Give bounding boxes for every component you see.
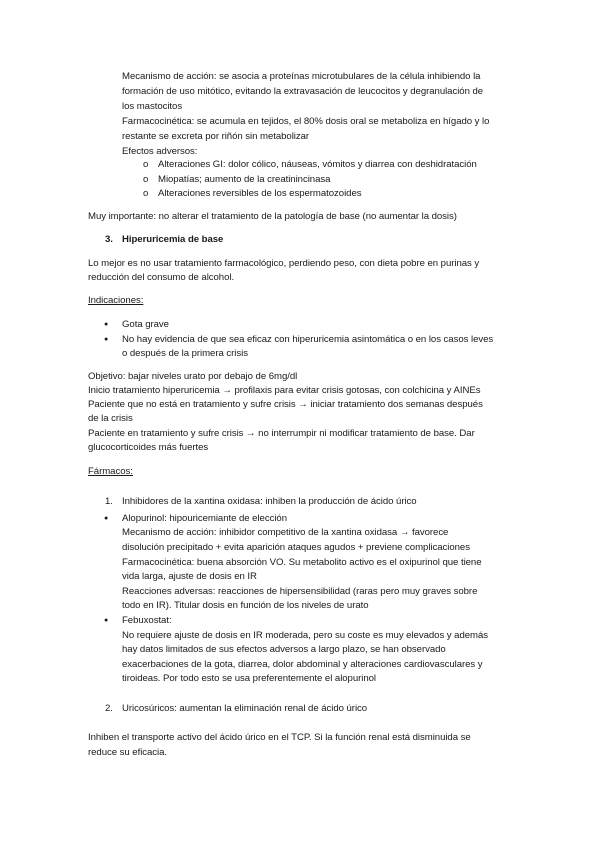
mecanismo-line-3: los mastocitos [122, 101, 183, 112]
febuxostat-line-1: No requiere ajuste de dosis en IR moderada, pero su coste es muy elevados y además [122, 630, 488, 641]
alopurinol-line-5: Reacciones adversas: reacciones de hipersensibilidad (raras pero muy graves sobre [122, 586, 478, 597]
farmacocinetica-line-1: Farmacocinética: se acumula en tejidos, el 80% dosis oral se metaboliza en hígado y lo [122, 116, 490, 127]
indicacion-item-2-line-2: o después de la primera crisis [122, 348, 248, 359]
objetivo-line-5: Paciente en tratamiento y sufre crisis → no interrumpir ni modificar tratamiento de base. Dar [88, 428, 475, 439]
dot-bullet-icon: ● [104, 617, 109, 624]
objetivo-line-6: glucocorticoides más fuertes [88, 442, 209, 453]
mecanismo-line-1: Mecanismo de acción: se asocia a proteínas microtubulares de la célula inhibiendo la [122, 71, 481, 82]
objetivo-line-4: de la crisis [88, 413, 133, 424]
febuxostat-head: Febuxostat: [122, 615, 172, 626]
intro-line-1: Lo mejor es no usar tratamiento farmacológico, perdiendo peso, con dieta pobre en purinas y [88, 258, 480, 269]
alopurinol-line-6: todo en IR). Titular dosis en función de los niveles de urato [122, 600, 369, 611]
indicacion-item-2-line-1: No hay evidencia de que sea eficaz con hiperuricemia asintomática o en los casos leves [122, 334, 494, 345]
circle-bullet-icon: o [143, 159, 149, 170]
objetivo-line-2: Inicio tratamiento hiperuricemia → profilaxis para evitar crisis gotosas, con colchicina y AINEs [88, 385, 481, 396]
dot-bullet-icon: ● [104, 321, 109, 328]
circle-bullet-icon: o [143, 188, 149, 199]
final-line-2: reduce su eficacia. [88, 747, 168, 758]
alopurinol-line-3: Farmacocinética: buena absorción VO. Su metabolito activo es el oxipurinol que tiene [122, 557, 482, 568]
section-title: Hiperuricemia de base [122, 234, 224, 245]
mecanismo-line-2: formación de uso mitótico, evitando la extravasación de leucocitos y degranulación de [122, 86, 484, 97]
circle-bullet-icon: o [143, 174, 149, 185]
farmaco-item-1-number: 1. [105, 496, 113, 507]
indicaciones-title: Indicaciones: [88, 295, 144, 306]
importante-note: Muy importante: no alterar el tratamiento de la patología de base (no aumentar la dosis) [88, 211, 457, 222]
dot-bullet-icon: ● [104, 336, 109, 343]
dot-bullet-icon: ● [104, 515, 109, 522]
alopurinol-head: Alopurinol: hipouricemiante de elección [122, 513, 287, 524]
efecto-item-1: Alteraciones GI: dolor cólico, náuseas, vómitos y diarrea con deshidratación [158, 159, 477, 170]
farmacos-title: Fármacos: [88, 466, 133, 477]
alopurinol-line-1: Mecanismo de acción: inhibidor competitivo de la xantina oxidasa → favorece [122, 527, 449, 538]
febuxostat-line-3: exacerbaciones de la gota, diarrea, dolor abdominal y alteraciones cardiovasculares y [122, 659, 483, 670]
farmaco-item-2-number: 2. [105, 703, 113, 714]
efecto-item-2: Miopatías; aumento de la creatinincinasa [158, 174, 331, 185]
section-number: 3. [105, 234, 113, 245]
intro-line-2: reducción del consumo de alcohol. [88, 272, 235, 283]
final-line-1: Inhiben el transporte activo del ácido úrico en el TCP. Si la función renal está disminuida se [88, 732, 471, 743]
objetivo-line-3: Paciente que no está en tratamiento y sufre crisis → iniciar tratamiento dos semanas después [88, 399, 483, 410]
indicacion-item-1: Gota grave [122, 319, 169, 330]
farmaco-item-1-text: Inhibidores de la xantina oxidasa: inhiben la producción de ácido úrico [122, 496, 417, 507]
farmaco-item-2-text: Uricosúricos: aumentan la eliminación renal de ácido úrico [122, 703, 368, 714]
alopurinol-line-2: disolución precipitado + evita aparición ataques agudos + previene complicaciones [122, 542, 470, 553]
efectos-title: Efectos adversos: [122, 146, 198, 157]
farmacocinetica-line-2: restante se excreta por riñón sin metabolizar [122, 131, 310, 142]
objetivo-line-1: Objetivo: bajar niveles urato por debajo de 6mg/dl [88, 371, 298, 382]
febuxostat-line-2: hay datos limitados de sus efectos adversos a largo plazo, se han observado [122, 644, 446, 655]
efecto-item-3: Alteraciones reversibles de los espermatozoides [158, 188, 362, 199]
alopurinol-line-4: vida larga, ajuste de dosis en IR [122, 571, 257, 582]
febuxostat-line-4: tiroideas. Por todo esto se usa preferentemente el alopurinol [122, 673, 377, 684]
